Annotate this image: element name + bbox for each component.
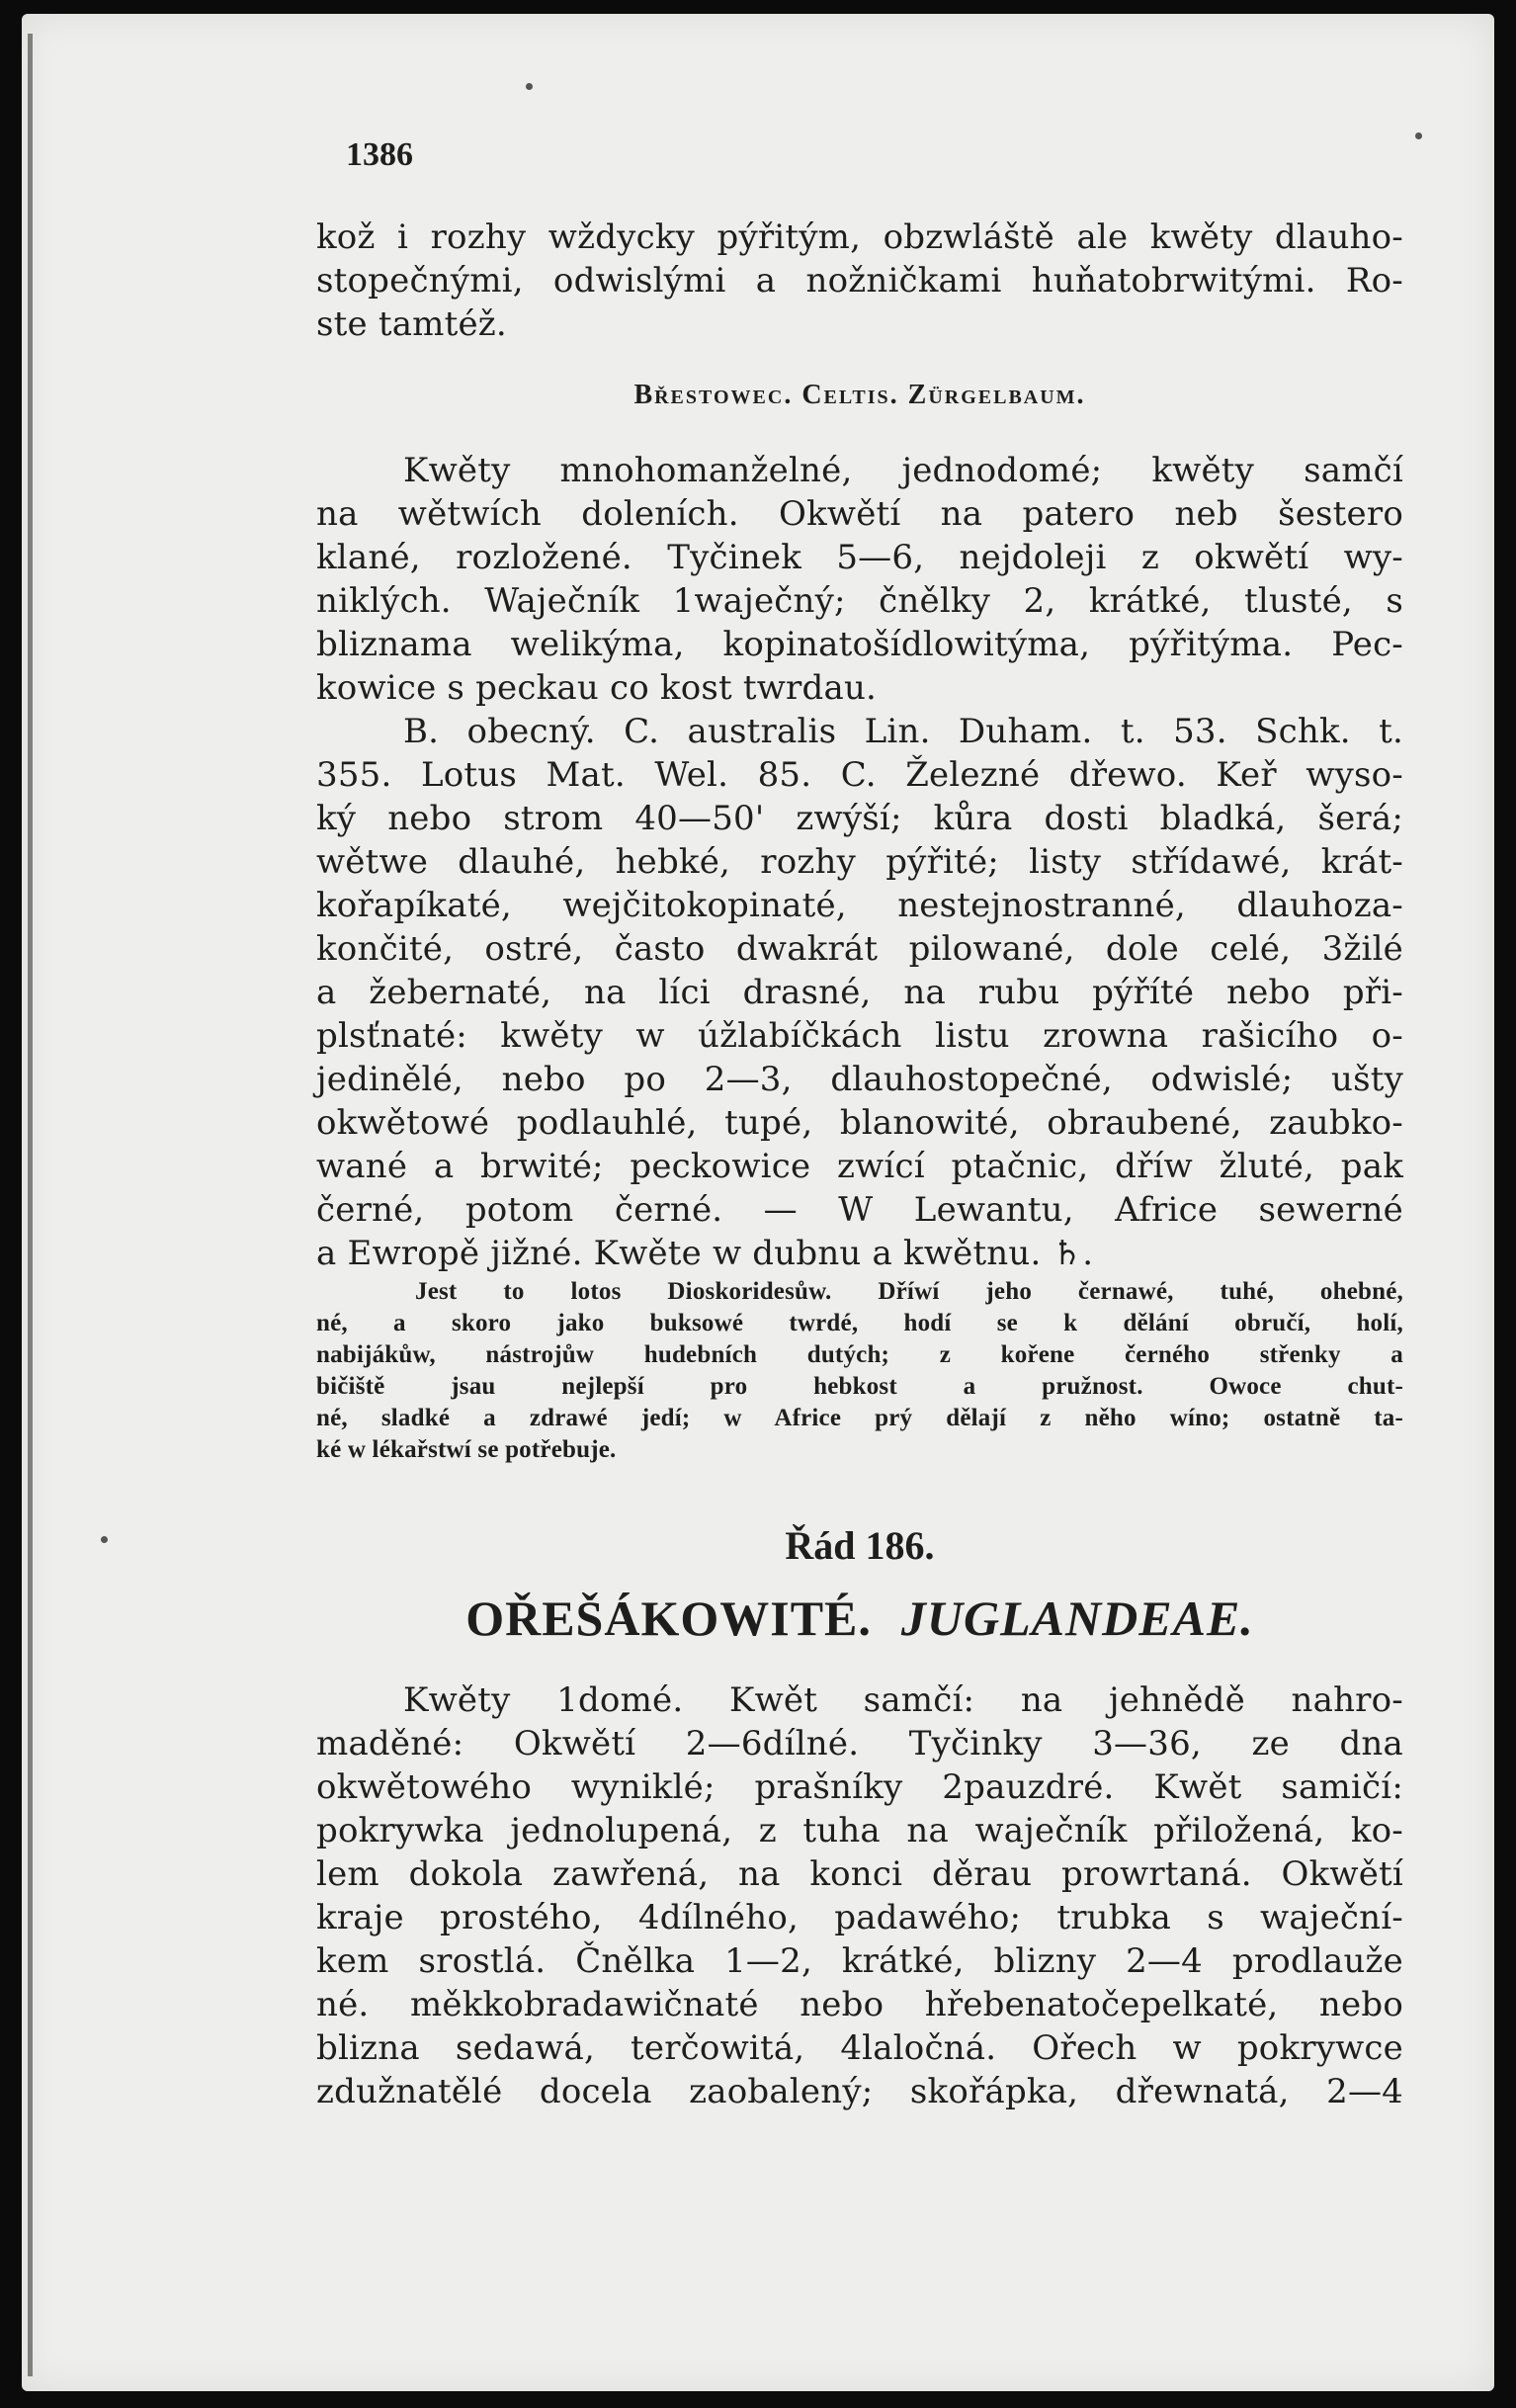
text-line: maděné: Okwětí 2—6dílné. Tyčinky 3—36, ze dna	[316, 1724, 1403, 1763]
ink-speck	[101, 1536, 108, 1543]
text-line: jedinělé, nebo po 2—3, dlauhostopečné, odwislé; ušty	[316, 1060, 1403, 1099]
text-line: klané, rozložené. Tyčinek 5—6, nejdoleji z okwětí wy-	[316, 538, 1403, 577]
note-line: nabijákůw, nástrojůw hudebních dutých; z kořene černého střenky a	[316, 1341, 1403, 1368]
text-line: končité, ostré, často dwakrát pilowané, dole celé, 3žilé	[316, 929, 1403, 969]
text-line: zdužnatělé docela zaobalený; skořápka, dřewnatá, 2—4	[316, 2072, 1403, 2111]
family-heading-latin: JUGLANDEAE.	[900, 1591, 1254, 1646]
note-line: né, a skoro jako buksowé twrdé, hodí se k dělání obručí, holí,	[316, 1310, 1403, 1336]
text-line: Kwěty 1domé. Kwět samčí: na jehnědě nahro-	[403, 1680, 1403, 1720]
note-line: ké w lékařstwí se potřebuje.	[316, 1436, 617, 1463]
note-line: bičiště jsau nejlepší pro hebkost a pružnost. Owoce chut-	[316, 1373, 1403, 1400]
text-line: plsťnaté: kwěty w úžlabíčkách listu zrowna rašicího o-	[316, 1016, 1403, 1056]
text-line: wané a brwité; peckowice zwící ptačnic, dříw žluté, pak	[316, 1147, 1403, 1186]
text-line: Kwěty mnohomanželné, jednodomé; kwěty samčí	[403, 451, 1403, 490]
text-line: kem srostlá. Čnělka 1—2, krátké, blizny 2—4 prodlauže	[316, 1941, 1403, 1981]
text-line: kowice s peckau co kost twrdau.	[316, 668, 878, 708]
text-line: 355. Lotus Mat. Wel. 85. C. Železné dřewo. Keř wyso-	[316, 755, 1403, 795]
gutter-shadow	[28, 34, 33, 2376]
text-line: B. obecný. C. australis Lin. Duham. t. 53. Schk. t.	[403, 712, 1403, 751]
text-line: lem dokola zawřená, na konci děrau prowrtaná. Okwětí	[316, 1854, 1403, 1894]
family-heading-czech: OŘEŠÁKOWITÉ.	[465, 1591, 872, 1646]
order-heading: Řád 186.	[785, 1523, 935, 1568]
text-line: černé, potom černé. — W Lewantu, Africe sewerné	[316, 1190, 1403, 1230]
text-line: kož i rozhy wždycky pýřitým, obzwláště ale kwěty dlauho-	[316, 217, 1403, 257]
text-line: blizna sedawá, terčowitá, 4laločná. Ořech w pokrywce	[316, 2028, 1403, 2068]
text-line: kořapíkaté, wejčitokopinaté, nestejnostranné, dlauhoza-	[316, 886, 1403, 925]
note-line: Jest to lotos Dioskoridesůw. Dříwí jeho černawé, tuhé, ohebné,	[415, 1278, 1403, 1305]
text-line: stopečnými, odwislými a nožničkami huňatobrwitými. Ro-	[316, 261, 1403, 301]
page-number: 1386	[346, 136, 413, 173]
family-heading	[316, 1590, 1403, 1647]
text-line: niklých. Waječník 1waječný; čnělky 2, krátké, tlusté, s	[316, 581, 1403, 621]
ink-speck	[1415, 132, 1422, 139]
text-line: a Ewropě jižné. Kwěte w dubnu a kwětnu. ♄.	[316, 1234, 1094, 1273]
text-line: né. měkkobradawičnaté nebo hřebenatočepelkaté, nebo	[316, 1985, 1403, 2024]
text-line: kraje prostého, 4dílného, padawého; trubka s waječní-	[316, 1898, 1403, 1937]
text-line: okwětowé podlauhlé, tupé, blanowité, obraubené, zaubko-	[316, 1103, 1403, 1143]
genus-heading: Břestowec. Celtis. Zürgelbaum.	[633, 380, 1086, 410]
text-line: okwětowého wyniklé; prašníky 2pauzdré. Kwět samičí:	[316, 1767, 1403, 1807]
text-line: wětwe dlauhé, hebké, rozhy pýřité; listy střídawé, krát-	[316, 842, 1403, 882]
note-line: né, sladké a zdrawé jedí; w Africe prý dělají z něho wíno; ostatně ta-	[316, 1405, 1403, 1431]
text-line: a žebernaté, na líci drasné, na rubu pýříté nebo při-	[316, 973, 1403, 1012]
text-line: na wětwích doleních. Okwětí na patero neb šestero	[316, 494, 1403, 534]
text-line: ste tamtéž.	[316, 304, 507, 344]
ink-speck	[526, 83, 533, 90]
text-line: pokrywka jednolupená, z tuha na waječník přiložená, ko-	[316, 1811, 1403, 1850]
text-line: ký nebo strom 40—50' zwýší; kůra dosti bladká, šerá;	[316, 799, 1403, 838]
text-line: bliznama welikýma, kopinatošídlowitýma, pýřitýma. Pec-	[316, 625, 1403, 664]
